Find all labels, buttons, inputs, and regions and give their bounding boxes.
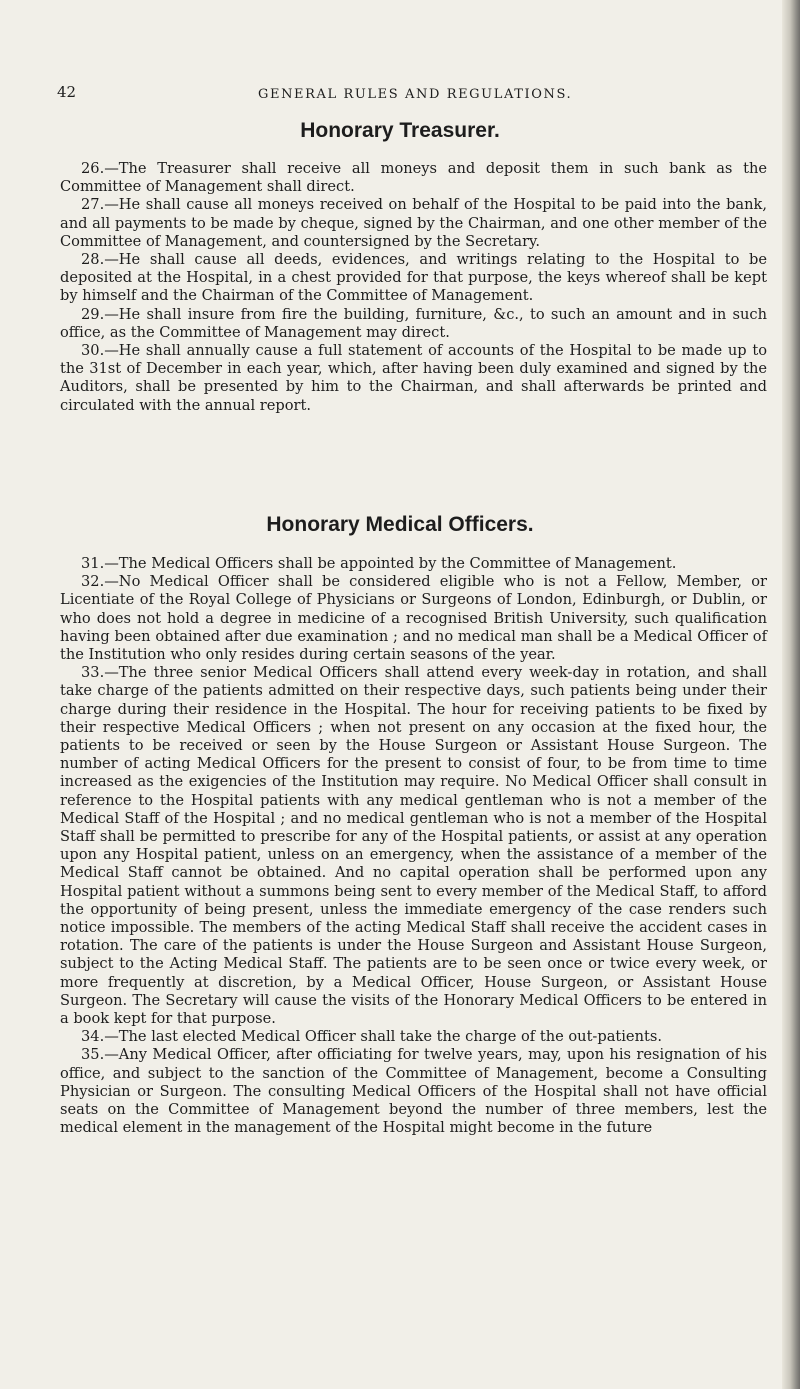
rule-32: 32.—No Medical Officer shall be considered eligible who is not a Fellow, Member, or Licentiate of the Royal College of Physicians or Surgeons of London, Edinburgh, or Dublin, or who does not hold a degree in medicine of a recognised British University, such qualification having been obtained after due examination ; and no medical man shall be a Medical Officer of the Institution who only resides during certain seasons of the year. <box>60 573 767 664</box>
rule-26: 26.—The Treasurer shall receive all moneys and deposit them in such bank as the Committee of Management shall direct. <box>60 160 767 196</box>
rule-28: 28.—He shall cause all deeds, evidences, and writings relating to the Hospital to be deposited at the Hospital, in a chest provided for that purpose, the keys whereof shall be kept by himself and the Chairman of the Committee of Management. <box>60 251 767 305</box>
rule-31: 31.—The Medical Officers shall be appointed by the Committee of Management. <box>81 555 677 572</box>
section-body-honorary-medical-officers <box>60 555 767 1138</box>
rule-30: 30.—He shall annually cause a full statement of accounts of the Hospital to be made up to the 31st of December in each year, which, after having been duly examined and signed by the Auditors, shall be presented by him to the Chairman, and shall afterwards be printed and circulated with the annual report. <box>60 342 767 414</box>
rule-29: 29.—He shall insure from fire the building, furniture, &c., to such an amount and in such office, as the Committee of Management may direct. <box>60 305 767 341</box>
rule-27: 27.—He shall cause all moneys received on behalf of the Hospital to be paid into the bank, and all payments to be made by cheque, signed by the Chairman, and one other member of the Committee of Management, and countersigned by the Secretary. <box>60 196 767 250</box>
page-number: 42 <box>57 83 77 101</box>
section-title-honorary-treasurer: Honorary Treasurer. <box>300 119 500 142</box>
section-body-honorary-treasurer <box>60 160 767 415</box>
running-title: GENERAL RULES AND REGULATIONS. <box>258 87 573 102</box>
page-edge-shadow <box>782 0 800 1389</box>
rule-33: 33.—The three senior Medical Officers shall attend every week-day in rotation, and shall take charge of the patients admitted on their respective days, such patients being under their charge during their residence in the Hospital. The hour for receiving patients to be fixed by their respective Medical Officers ; when not present on any occasion at the fixed hour, the patients to be received or seen by the House Surgeon or Assistant House Surgeon. The number of acting Medical Officers for the present to consist of four, to be from time to time increased as the exigencies of the Institution may require. No Medical Officer shall consult in reference to the Hospital patients with any medical gentleman who is not a member of the Medical Staff of the Hospital ; and no medical gentleman who is not a member of the Hospital Staff shall be permitted to prescribe for any of the Hospital patients, or assist at any operation upon any Hospital patient, unless on an emergency, when the assistance of a member of the Medical Staff cannot be obtained. And no capital operation shall be performed upon any Hospital patient without a summons being sent to every member of the Medical Staff, to afford the opportunity of being present, unless the immediate emergency of the case renders such notice impossible. The members of the acting Medical Staff shall receive the accident cases in rotation. The care of the patients is under the House Surgeon and Assistant House Surgeon, subject to the Acting Medical Staff. The patients are to be seen once or twice every week, or more frequently at discretion, by a Medical Officer, House Surgeon, or Assistant House Surgeon. The Secretary will cause the visits of the Honorary Medical Officers to be entered in a book kept for that purpose. <box>60 664 767 1028</box>
section-title-honorary-medical-officers: Honorary Medical Officers. <box>266 513 534 536</box>
rule-35: 35.—Any Medical Officer, after officiating for twelve years, may, upon his resignation of his office, and subject to the sanction of the Committee of Management, become a Consulting Physician or Surgeon. The consulting Medical Officers of the Hospital shall not have official seats on the Committee of Management beyond the number of three members, lest the medical element in the management of the Hospital might become in the future <box>60 1046 767 1137</box>
rule-34: 34.—The last elected Medical Officer shall take the charge of the out-patients. <box>81 1028 662 1046</box>
